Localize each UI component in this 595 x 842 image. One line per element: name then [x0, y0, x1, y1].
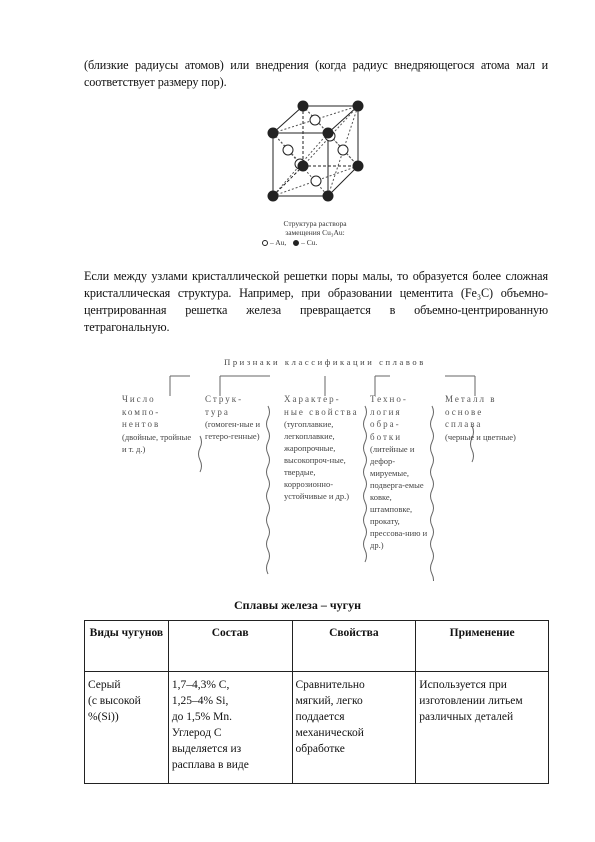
table-header-row [85, 621, 549, 672]
column-head: Техно-логия обра-ботки [370, 394, 408, 442]
column-body: (гомоген-ные и гетеро-генные) [205, 419, 261, 441]
column-body: (двойные, тройные и т. д.) [122, 431, 192, 454]
column-body: (черные и цветные) [445, 431, 516, 442]
figure-caption-line1: Структура раствора [283, 219, 347, 228]
table-header-cell: Состав [168, 621, 292, 672]
legend-label-au: – Au, [270, 238, 287, 247]
table-cell [168, 672, 292, 784]
cell-line: изготовлении литьем [419, 695, 523, 707]
column-body: (тугоплавкие, легкоплавкие, жаропрочные, высокопроч-ные, твердые, коррозионно-устойчивые и др.) [284, 419, 350, 501]
cell-line: %(Si)) [88, 711, 119, 723]
crystal-lattice-figure [258, 98, 368, 208]
cell-line: Серый [88, 679, 121, 691]
classification-title: Признаки классификации сплавов [224, 357, 426, 367]
table-header-cell: Виды чугунов [85, 621, 169, 672]
classification-column-technology [370, 393, 432, 551]
table-cell [292, 672, 416, 784]
cell-line: расплава в виде [171, 759, 249, 771]
classification-column-base-metal [445, 393, 517, 443]
column-head: Характер-ные свойства [284, 394, 359, 417]
figure-legend [262, 238, 322, 248]
cell-line: мягкий, легко [295, 695, 363, 707]
legend-item-au [262, 238, 286, 247]
table-title: Сплавы железа – чугун [233, 598, 362, 612]
legend-item-cu [293, 238, 317, 247]
cell-line: (с высокой [88, 695, 141, 707]
figure-caption-line2: замещения Cu₃Au: [285, 228, 345, 237]
cell-line: различных деталей [419, 711, 514, 723]
cell-line: Углерод С [171, 727, 222, 739]
cast-iron-table [84, 620, 549, 784]
white-circle-icon [262, 240, 268, 246]
cell-line: поддается [295, 711, 345, 723]
legend-label-cu: – Cu. [301, 238, 318, 247]
paragraph-cementite: Если между узлами кристаллической решетки поры малы, то образуется более сложная кристаллическая структура. Например, при образовании цементита (Fe₃C) объемно-центрированная решетка железа превращается в объемно-центрированную тетрагональную. [84, 269, 548, 334]
table-header-cell: Свойства [292, 621, 416, 672]
cell-line: механической [295, 727, 364, 739]
classification-column-components [122, 393, 194, 455]
classification-column-properties [284, 393, 360, 502]
cell-line: обработке [295, 743, 345, 755]
cell-line: до 1,5% Mn. [171, 711, 232, 723]
paragraph-intro: (близкие радиусы атомов) или внедрения (когда радиус внедряющегося атома мал и соответствует размеру пор). [84, 58, 548, 89]
black-circle-icon [293, 240, 299, 246]
column-body: (литейные и дефор-мируемые, подверга-емые ковке, штамповке, прокату, прессова-нию и др.) [370, 444, 428, 550]
table-header-cell: Применение [416, 621, 549, 672]
cell-line: 1,25–4% Si, [171, 695, 229, 707]
column-head: Металл в основе сплава [445, 394, 497, 429]
cell-line: Используется при [419, 679, 507, 691]
table-row [85, 672, 549, 784]
table-cell [416, 672, 549, 784]
table-cell [85, 672, 169, 784]
cell-line: 1,7–4,3% С, [171, 679, 230, 691]
cell-line: выделяется из [171, 743, 242, 755]
column-head: Число компо-нентов [122, 394, 161, 429]
classification-column-structure [205, 393, 267, 442]
column-head: Струк-тура [205, 394, 244, 417]
cell-line: Сравнительно [295, 679, 365, 691]
